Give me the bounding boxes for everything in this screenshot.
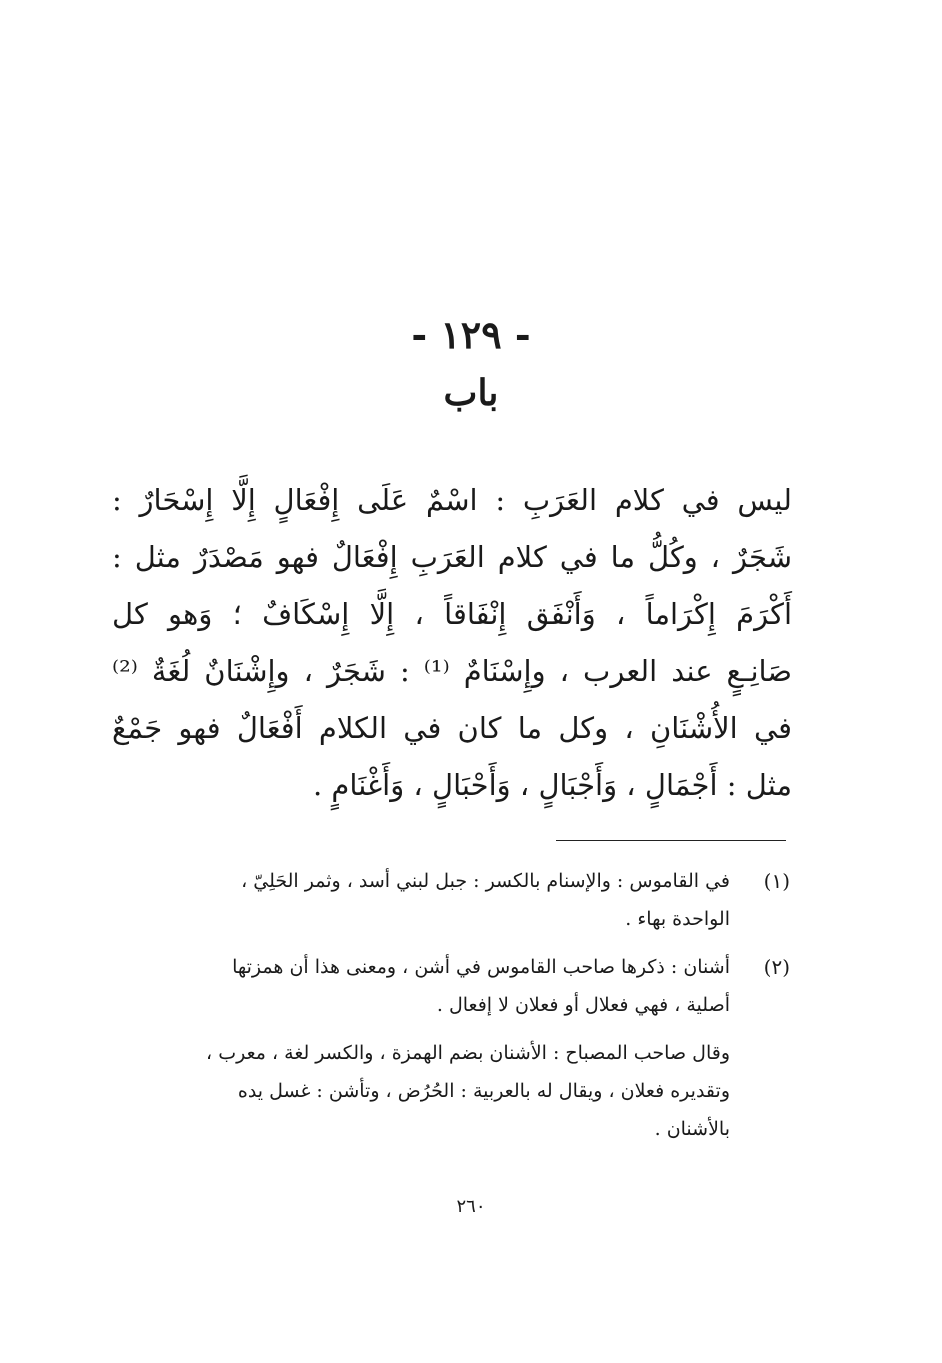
main-text-line: صَانِـعٍ عند العرب ، وإِسْنَامٌ ⁽¹⁾ : شَجَرٌ ، وإِشْنَانٌ لُغَةٌ ⁽²⁾ bbox=[112, 654, 792, 688]
footnote-marker: (١) bbox=[763, 869, 790, 893]
footnote-line: وقال صاحب المصباح : الأشنان بضم الهمزة ، والكسر لغة ، معرب ، bbox=[206, 1042, 730, 1064]
main-text-line: مثل : أَجْمَالٍ ، وَأَجْبَالٍ ، وَأَحْبَالٍ ، وَأَغْنَامٍ . bbox=[313, 768, 792, 802]
footnote-continuation bbox=[110, 1034, 730, 1148]
footnote-2 bbox=[110, 948, 790, 1024]
footnote-divider bbox=[556, 840, 786, 841]
footnotes bbox=[110, 862, 790, 1148]
footnote-line: أشنان : ذكرها صاحب القاموس في أشن ، ومعنى هذا أن همزتها bbox=[232, 956, 730, 978]
main-text-line: في الأُشْنَانِ ، وكل ما كان في الكلام أَفْعَالٌ فهو جَمْعٌ bbox=[112, 711, 792, 745]
footnote-line: وتقديره فعلان ، ويقال له بالعربية : الحُرُض ، وتأشن : غسل يده bbox=[237, 1080, 730, 1102]
footnote-body bbox=[110, 948, 730, 1024]
footnote-line: أصلية ، فهي فعلال أو فعلان لا إفعال . bbox=[436, 994, 730, 1016]
footnote-body bbox=[110, 862, 730, 938]
main-text-line: شَجَرٌ ، وكُلُّ ما في كلام العَرَبِ إِفْعَالٌ فهو مَصْدَرٌ مثل : bbox=[112, 540, 792, 574]
main-text bbox=[112, 472, 792, 814]
footnote-line: الواحدة بهاء . bbox=[625, 908, 730, 930]
main-text-line: ليس في كلام العَرَبِ : اسْمٌ عَلَى إِفْعَالٍ إِلَّا إِسْحَارٌ : bbox=[112, 483, 792, 517]
main-text-line: أَكْرَمَ إِكْرَاماً ، وَأَنْفَق إِنْفَاقاً ، إِلَّا إِسْكَافٌ ؛ وَهو كل bbox=[112, 597, 792, 631]
chapter-heading: باب bbox=[443, 372, 499, 414]
chapter-number: - ١٢٩ - bbox=[411, 312, 531, 357]
page-number: ٢٦٠ bbox=[456, 1196, 486, 1217]
footnote-line: في القاموس : والإسنام بالكسر : جبل لبني أسد ، وثمر الحَلِيّ ، bbox=[241, 870, 730, 892]
footnote-1 bbox=[110, 862, 790, 938]
footnote-line: بالأشنان . bbox=[654, 1118, 730, 1140]
footnote-marker: (٢) bbox=[763, 955, 790, 979]
